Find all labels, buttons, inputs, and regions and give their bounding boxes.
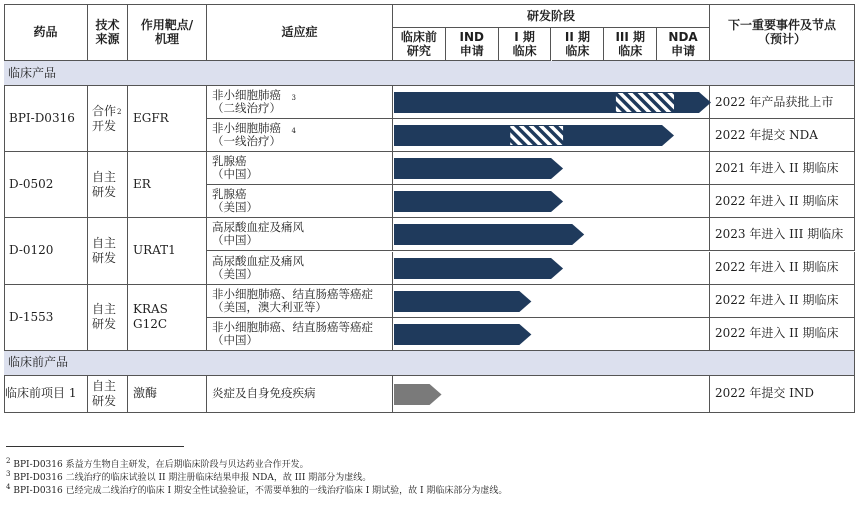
footnote-text: BPI-D0316 已经完成二线治疗的临床 I 期安全性试验验证，不需要单独的一线治疗临床 I 期试验，故 I 期临床部分为虚线。 bbox=[13, 486, 508, 496]
drug-source: 自主 研发 bbox=[88, 152, 128, 218]
footnote-num: 4 bbox=[6, 483, 11, 491]
milestone: 2022 年产品获批上市 bbox=[710, 86, 855, 119]
indication bbox=[207, 218, 393, 251]
indication-text: 非小细胞肺癌、结直肠癌等癌症 （美国，澳大利亚等） bbox=[212, 286, 373, 314]
indication-text: 非小细胞肺癌、结直肠癌等癌症 （中国） bbox=[212, 319, 373, 347]
header-drug: 药品 bbox=[4, 4, 88, 61]
preclinical-indication: 炎症及自身免疫疾病 bbox=[207, 376, 393, 413]
drug-name: D-0120 bbox=[4, 218, 88, 284]
milestone: 2022 年进入 II 期临床 bbox=[710, 285, 855, 318]
footnote-separator bbox=[6, 446, 184, 447]
milestone: 2021 年进入 II 期临床 bbox=[710, 152, 855, 185]
milestone: 2022 年进入 II 期临床 bbox=[710, 318, 855, 351]
indication bbox=[207, 285, 393, 318]
header-milestone: 下一重要事件及节点 （预计） bbox=[710, 4, 855, 61]
section-clinical: 临床产品 bbox=[4, 61, 855, 86]
footnote-marker: 2 bbox=[117, 108, 122, 117]
drug-target: URAT1 bbox=[128, 218, 207, 284]
indication bbox=[207, 252, 393, 285]
header-indication: 适应症 bbox=[207, 4, 393, 61]
indication-text: 非小细胞肺癌 （一线治疗） bbox=[212, 121, 281, 149]
drug-name: D-0502 bbox=[4, 152, 88, 218]
preclinical-milestone: 2022 年提交 IND bbox=[710, 376, 855, 413]
milestone: 2022 年进入 II 期临床 bbox=[710, 252, 855, 285]
preclinical-name: 临床前项目 1 bbox=[4, 376, 88, 413]
drug-target: ER bbox=[128, 152, 207, 218]
drug-source: 自主 研发 bbox=[88, 285, 128, 351]
drug-name: D-1553 bbox=[4, 285, 88, 351]
progress-bar bbox=[394, 291, 534, 312]
drug-target: KRAS G12C bbox=[128, 285, 207, 351]
header-stage-3: I 期 临床 bbox=[499, 28, 552, 61]
footnote-4 bbox=[6, 481, 507, 497]
drug-source: 自主 研发 bbox=[88, 218, 128, 284]
preclinical-source: 自主 研发 bbox=[88, 376, 128, 413]
footnote-text: BPI-D0316 系益方生物自主研发，在后期临床阶段与贝达药业合作开发。 bbox=[13, 460, 309, 470]
progress-bar-preclinical-shape bbox=[394, 384, 442, 405]
indication bbox=[207, 152, 393, 185]
header-stage-5: III 期 临床 bbox=[604, 28, 657, 61]
header-target: 作用靶点/ 机理 bbox=[128, 4, 207, 61]
section-preclinical: 临床前产品 bbox=[4, 351, 855, 376]
indication-text: 乳腺癌 （中国） bbox=[212, 154, 258, 182]
header-stage-group: 研发阶段 bbox=[393, 4, 710, 28]
progress-bar bbox=[394, 125, 677, 146]
progress-bar-shape bbox=[394, 324, 531, 345]
header-stage-4: II 期 临床 bbox=[552, 28, 605, 61]
progress-bar bbox=[394, 324, 534, 345]
progress-bar-shape bbox=[394, 258, 563, 279]
milestone: 2022 年提交 NDA bbox=[710, 119, 855, 152]
footnote-marker: 4 bbox=[291, 127, 296, 136]
progress-bar-preclinical bbox=[394, 384, 444, 405]
indication bbox=[207, 318, 393, 351]
milestone: 2022 年进入 II 期临床 bbox=[710, 185, 855, 218]
progress-bar-shape bbox=[394, 291, 531, 312]
progress-bar bbox=[394, 258, 566, 279]
footnote-num: 2 bbox=[6, 457, 11, 465]
indication-text: 非小细胞肺癌 （二线治疗） bbox=[212, 88, 281, 116]
header-stage-1: 临床前 研究 bbox=[393, 28, 446, 61]
milestone: 2023 年进入 III 期临床 bbox=[710, 218, 855, 251]
drug-name: BPI-D0316 bbox=[4, 86, 88, 152]
progress-bar bbox=[394, 92, 713, 113]
header-source: 技术 来源 bbox=[88, 4, 128, 61]
footnote-text: BPI-D0316 二线治疗的临床试验以 II 期注册临床结果申报 NDA，故 III 期部分为虚线。 bbox=[13, 473, 372, 483]
header-stage-2: IND 申请 bbox=[446, 28, 499, 61]
progress-bar-shape bbox=[394, 224, 584, 245]
pipeline-table bbox=[4, 4, 855, 413]
preclinical-target: 激酶 bbox=[128, 376, 207, 413]
indication-text: 高尿酸血症及痛风 （美国） bbox=[212, 253, 304, 281]
footnote-num: 3 bbox=[6, 470, 11, 478]
footnote-marker: 3 bbox=[291, 94, 296, 102]
drug-source: 合作 开发 $^2$ bbox=[88, 86, 128, 152]
header-stage-6: NDA 申请 bbox=[657, 28, 710, 61]
progress-bar-shape bbox=[394, 191, 563, 212]
progress-bar-dashed-segment bbox=[616, 93, 674, 112]
indication-text: 乳腺癌 （美国） bbox=[212, 187, 258, 215]
progress-bar bbox=[394, 224, 587, 245]
progress-bar-shape bbox=[394, 158, 563, 179]
indication bbox=[207, 86, 393, 119]
progress-bar bbox=[394, 191, 566, 212]
drug-target: EGFR bbox=[128, 86, 207, 152]
progress-bar bbox=[394, 158, 566, 179]
progress-bar-dashed-segment bbox=[510, 126, 563, 145]
indication bbox=[207, 119, 393, 152]
indication-text: 高尿酸血症及痛风 （中国） bbox=[212, 220, 304, 248]
indication bbox=[207, 185, 393, 218]
